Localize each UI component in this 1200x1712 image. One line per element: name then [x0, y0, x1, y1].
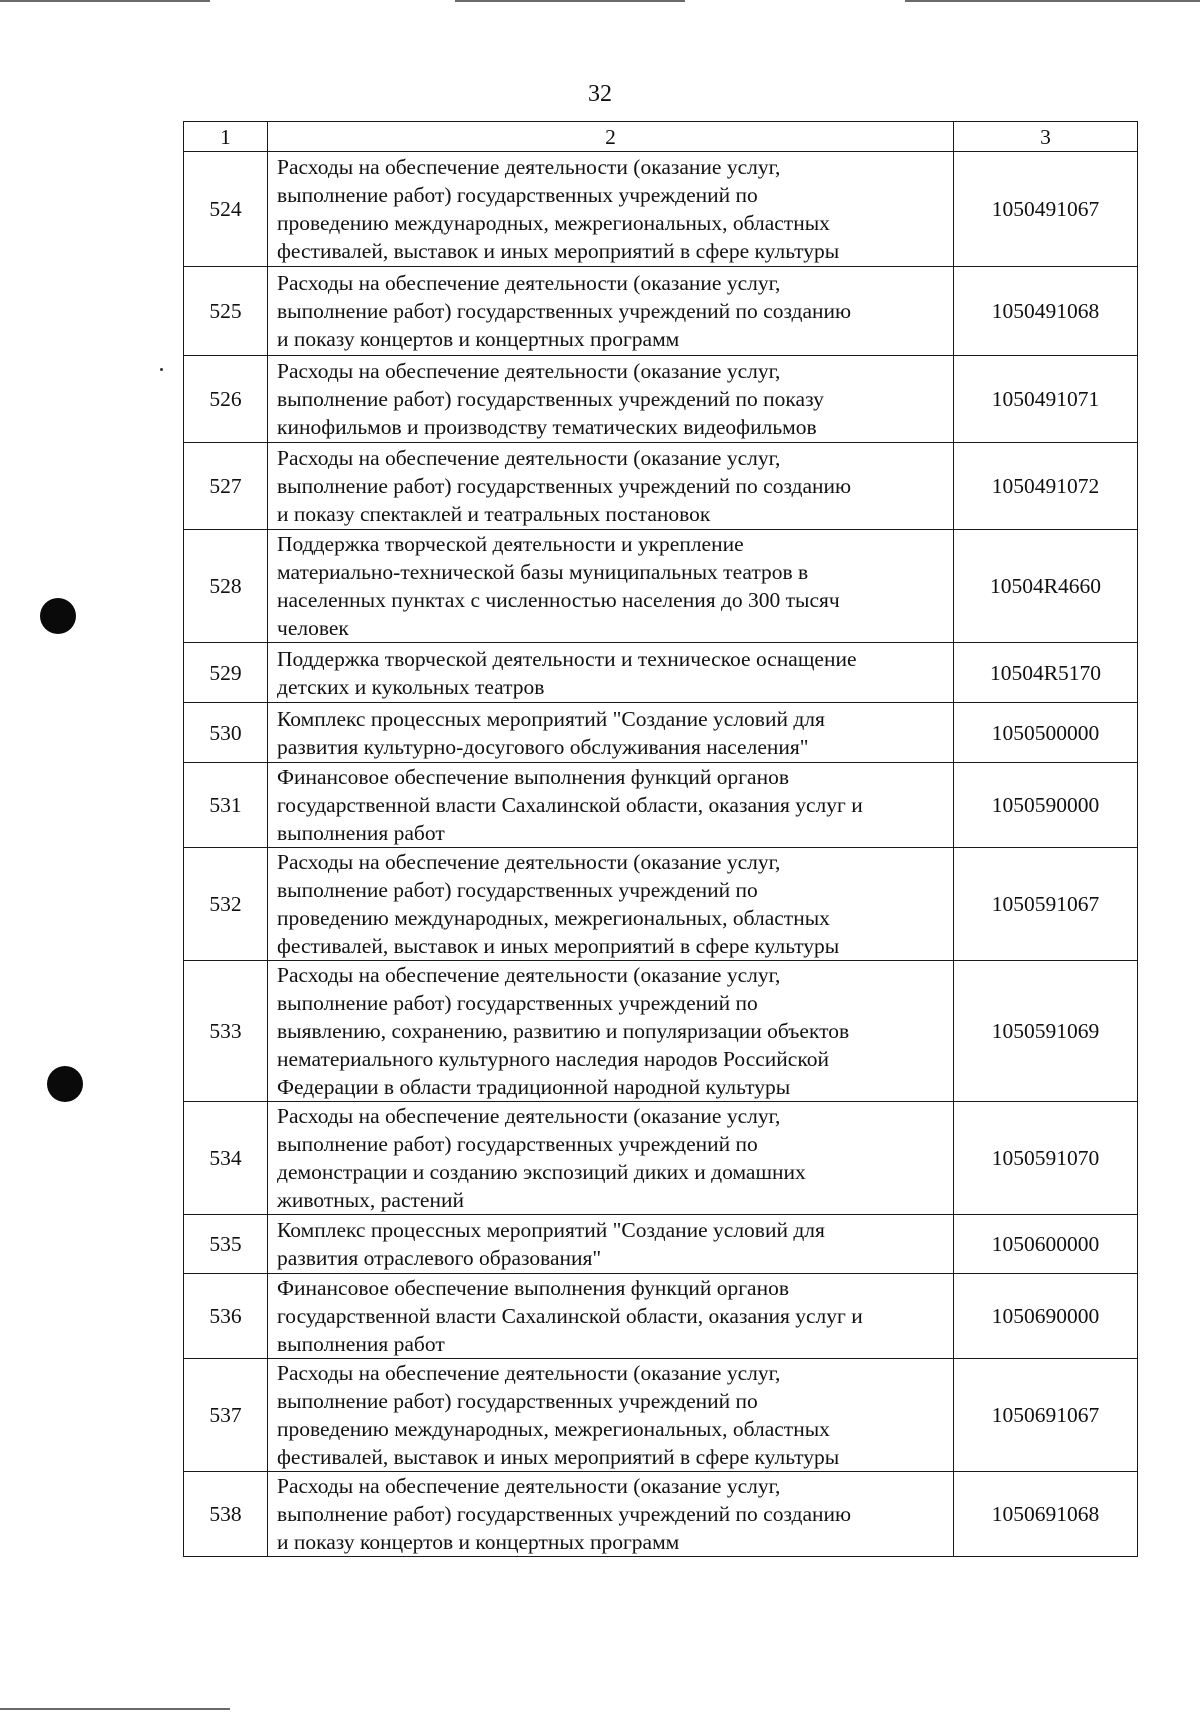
row-code: 1050500000	[954, 703, 1138, 763]
description-line: и показу концертов и концертных программ	[277, 1530, 680, 1554]
description-line: Расходы на обеспечение деятельности (оказание услуг,	[277, 1474, 781, 1498]
description-line: развития отраслевого образования"	[277, 1246, 602, 1270]
row-code: 10504R4660	[954, 530, 1138, 643]
table-header-row	[184, 122, 1138, 152]
scan-top-line-mid	[455, 0, 685, 2]
description-line: проведению международных, межрегиональных, областных	[277, 906, 830, 930]
description-line: и показу спектаклей и театральных постановок	[277, 502, 711, 526]
table-body	[184, 152, 1138, 1557]
description-line: проведению международных, межрегиональных, областных	[277, 1417, 830, 1441]
description-line: выполнение работ) государственных учреждений по	[277, 1132, 758, 1156]
table-row	[184, 152, 1138, 267]
table-row	[184, 267, 1138, 356]
description-line: выполнения работ	[277, 1332, 445, 1356]
row-code: 1050591067	[954, 848, 1138, 961]
row-description	[268, 1359, 954, 1472]
description-line: материально-технической базы муниципальных театров в	[277, 560, 809, 584]
description-line: нематериального культурного наследия народов Российской	[277, 1047, 829, 1071]
row-code: 1050690000	[954, 1274, 1138, 1359]
scan-speck	[160, 368, 163, 371]
table-row	[184, 643, 1138, 703]
description-line: демонстрации и созданию экспозиций диких и домашних	[277, 1160, 806, 1184]
row-description	[268, 1215, 954, 1274]
description-line: выполнение работ) государственных учреждений по созданию	[277, 299, 852, 323]
description-line: кинофильмов и производству тематических видеофильмов	[277, 415, 817, 439]
description-line: выполнение работ) государственных учреждений по созданию	[277, 1502, 852, 1526]
scan-top-line-left	[0, 0, 210, 2]
table-row	[184, 763, 1138, 848]
description-line: Расходы на обеспечение деятельности (оказание услуг,	[277, 271, 781, 295]
description-line: фестивалей, выставок и иных мероприятий в сфере культуры	[277, 934, 840, 958]
description-line: Расходы на обеспечение деятельности (оказание услуг,	[277, 359, 781, 383]
table-row	[184, 356, 1138, 443]
budget-classification-table	[183, 121, 1138, 1557]
description-line: Расходы на обеспечение деятельности (оказание услуг,	[277, 1104, 781, 1128]
row-description	[268, 961, 954, 1102]
column-header-3: 3	[954, 122, 1138, 152]
row-code: 1050491068	[954, 267, 1138, 356]
description-line: фестивалей, выставок и иных мероприятий в сфере культуры	[277, 239, 840, 263]
row-description	[268, 703, 954, 763]
row-number: 533	[184, 961, 268, 1102]
row-description	[268, 152, 954, 267]
description-line: государственной власти Сахалинской области, оказания услуг и	[277, 1304, 863, 1328]
description-line: выявлению, сохранению, развитию и популяризации объектов	[277, 1019, 850, 1043]
description-line: Комплекс процессных мероприятий "Создание условий для	[277, 1218, 825, 1242]
description-line: проведению международных, межрегиональных, областных	[277, 211, 830, 235]
description-line: выполнение работ) государственных учреждений по созданию	[277, 474, 852, 498]
description-line: Поддержка творческой деятельности и укрепление	[277, 532, 744, 556]
row-number: 537	[184, 1359, 268, 1472]
description-line: Комплекс процессных мероприятий "Создание условий для	[277, 706, 825, 731]
row-code: 1050491072	[954, 443, 1138, 530]
table-row	[184, 1215, 1138, 1274]
description-line: детских и кукольных театров	[277, 674, 545, 699]
row-code: 1050591069	[954, 961, 1138, 1102]
scan-bottom-line	[0, 1708, 230, 1710]
description-line: Расходы на обеспечение деятельности (оказание услуг,	[277, 1361, 781, 1385]
row-number: 531	[184, 763, 268, 848]
row-code: 1050491067	[954, 152, 1138, 267]
description-line: выполнения работ	[277, 821, 445, 845]
column-header-1: 1	[184, 122, 268, 152]
description-line: выполнение работ) государственных учреждений по показу	[277, 387, 824, 411]
row-number: 529	[184, 643, 268, 703]
row-number: 538	[184, 1472, 268, 1557]
row-description	[268, 1102, 954, 1215]
description-line: Поддержка творческой деятельности и техническое оснащение	[277, 646, 857, 671]
description-line: развития культурно-досугового обслуживания населения"	[277, 734, 809, 759]
table-row	[184, 1274, 1138, 1359]
table-row	[184, 703, 1138, 763]
column-header-2: 2	[268, 122, 954, 152]
table-row	[184, 1102, 1138, 1215]
description-line: Расходы на обеспечение деятельности (оказание услуг,	[277, 963, 781, 987]
row-description	[268, 1472, 954, 1557]
description-line: выполнение работ) государственных учреждений по	[277, 183, 758, 207]
row-description	[268, 356, 954, 443]
row-description	[268, 643, 954, 703]
row-code: 1050591070	[954, 1102, 1138, 1215]
row-number: 528	[184, 530, 268, 643]
description-line: фестивалей, выставок и иных мероприятий в сфере культуры	[277, 1445, 840, 1469]
row-number: 534	[184, 1102, 268, 1215]
description-line: животных, растений	[277, 1188, 464, 1212]
row-code: 1050691068	[954, 1472, 1138, 1557]
row-description	[268, 763, 954, 848]
row-code: 1050691067	[954, 1359, 1138, 1472]
table-row	[184, 530, 1138, 643]
description-line: выполнение работ) государственных учреждений по	[277, 991, 758, 1015]
description-line: Финансовое обеспечение выполнения функций органов	[277, 765, 789, 789]
description-line: человек	[277, 616, 349, 640]
table-row	[184, 961, 1138, 1102]
description-line: и показу концертов и концертных программ	[277, 327, 680, 351]
row-number: 535	[184, 1215, 268, 1274]
row-number: 527	[184, 443, 268, 530]
row-description	[268, 267, 954, 356]
row-number: 524	[184, 152, 268, 267]
description-line: Федерации в области традиционной народной культуры	[277, 1075, 791, 1099]
row-code: 1050600000	[954, 1215, 1138, 1274]
description-line: Финансовое обеспечение выполнения функций органов	[277, 1276, 789, 1300]
row-number: 525	[184, 267, 268, 356]
row-number: 530	[184, 703, 268, 763]
row-description	[268, 848, 954, 961]
row-number: 532	[184, 848, 268, 961]
table-row	[184, 848, 1138, 961]
page-number: 32	[588, 81, 612, 107]
table-row	[184, 443, 1138, 530]
row-description	[268, 443, 954, 530]
table-row	[184, 1359, 1138, 1472]
row-description	[268, 530, 954, 643]
row-code: 1050590000	[954, 763, 1138, 848]
punch-hole-lower	[47, 1066, 83, 1102]
row-code: 10504R5170	[954, 643, 1138, 703]
description-line: государственной власти Сахалинской области, оказания услуг и	[277, 793, 863, 817]
description-line: населенных пунктах с численностью населения до 300 тысяч	[277, 588, 840, 612]
row-description	[268, 1274, 954, 1359]
punch-hole-upper	[40, 598, 76, 634]
row-number: 536	[184, 1274, 268, 1359]
description-line: Расходы на обеспечение деятельности (оказание услуг,	[277, 155, 781, 179]
scan-top-line-right	[905, 0, 1200, 2]
row-number: 526	[184, 356, 268, 443]
description-line: Расходы на обеспечение деятельности (оказание услуг,	[277, 850, 781, 874]
description-line: Расходы на обеспечение деятельности (оказание услуг,	[277, 446, 781, 470]
row-code: 1050491071	[954, 356, 1138, 443]
description-line: выполнение работ) государственных учреждений по	[277, 878, 758, 902]
table-row	[184, 1472, 1138, 1557]
description-line: выполнение работ) государственных учреждений по	[277, 1389, 758, 1413]
